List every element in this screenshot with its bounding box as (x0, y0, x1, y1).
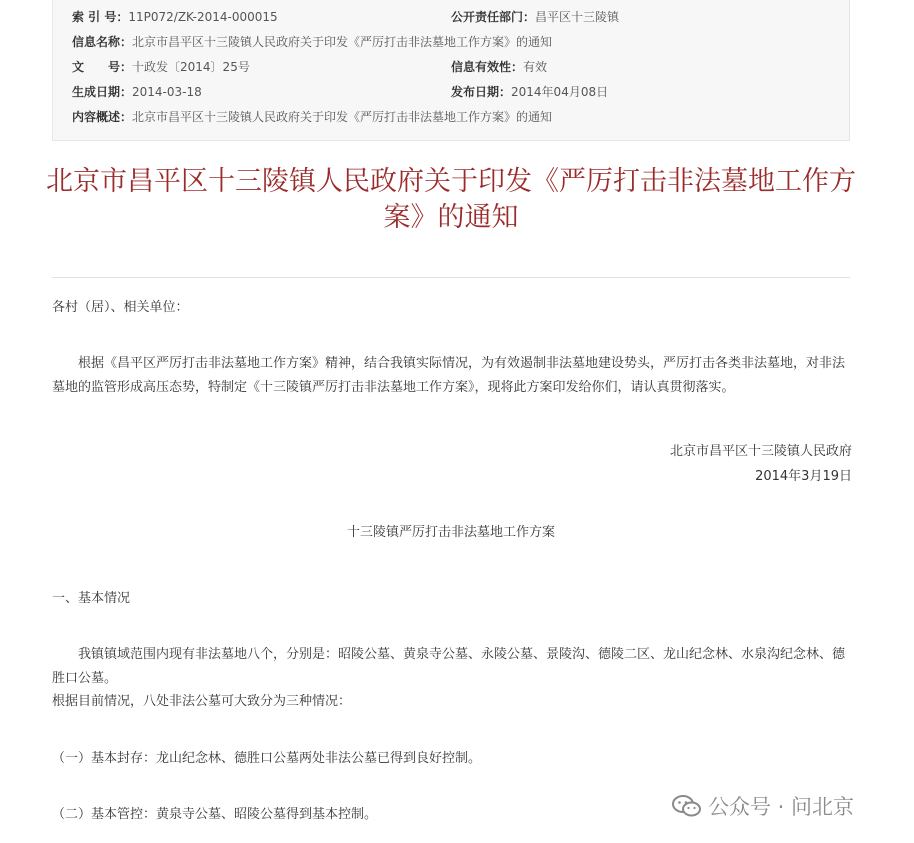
meta-dept-label: 公开责任部门： (451, 10, 536, 24)
title-divider (52, 277, 850, 278)
meta-published-label: 发布日期： (451, 85, 512, 99)
meta-index (72, 9, 278, 25)
meta-index-label: 索 引 号： (72, 10, 129, 24)
meta-validity-label: 信息有效性： (451, 60, 524, 74)
meta-created-value: 2014-03-18 (132, 85, 202, 99)
meta-docno-value: 十政发〔2014〕25号 (132, 60, 250, 74)
meta-dept (451, 9, 619, 25)
meta-dept-value: 昌平区十三陵镇 (535, 10, 620, 24)
meta-summary-label: 内容概述： (72, 110, 133, 124)
wechat-watermark (672, 786, 854, 826)
intro-paragraph: 根据《昌平区严厉打击非法墓地工作方案》精神，结合我镇实际情况，为有效遏制非法墓地建设势头，严厉打击各类非法墓地，对非法墓地的监管形成高压态势，特制定《十三陵镇严厉打击非法墓地工作方案》，现将此方案印发给你们，请认真贯彻落实。 (52, 356, 846, 395)
signature-org: 北京市昌平区十三陵镇人民政府 (669, 444, 852, 459)
meta-docno-label: 文 号： (72, 60, 133, 74)
meta-index-value: 11P072/ZK-2014-000015 (128, 10, 278, 24)
meta-summary-value: 北京市昌平区十三陵镇人民政府关于印发《严厉打击非法墓地工作方案》的通知 (132, 110, 553, 124)
meta-docno (72, 59, 250, 75)
plan-title: 十三陵镇严厉打击非法墓地工作方案 (346, 525, 555, 540)
meta-published (451, 84, 608, 100)
basic-situation-paragraph: 我镇镇域范围内现有非法墓地八个，分别是：昭陵公墓、黄泉寺公墓、永陵公墓、景陵沟、德陵二区、龙山纪念林、水泉沟纪念林、德胜口公墓。 (52, 647, 846, 686)
list-item-sealed: （一）基本封存：龙山纪念林、德胜口公墓两处非法公墓已得到良好控制。 (52, 751, 482, 766)
signature-date: 2014年3月19日 (755, 469, 852, 484)
meta-validity-value: 有效 (523, 60, 548, 74)
classification-paragraph: 根据目前情况，八处非法公墓可大致分为三种情况： (52, 694, 352, 709)
meta-name-value: 北京市昌平区十三陵镇人民政府关于印发《严厉打击非法墓地工作方案》的通知 (132, 35, 553, 49)
meta-name-label: 信息名称： (72, 35, 133, 49)
meta-created (72, 84, 202, 100)
meta-validity (451, 59, 547, 75)
wechat-icon (672, 794, 702, 818)
meta-name (72, 34, 552, 50)
meta-published-value: 2014年04月08日 (511, 85, 609, 99)
salutation: 各村（居）、相关单位： (52, 300, 189, 315)
meta-created-label: 生成日期： (72, 85, 133, 99)
meta-summary (72, 109, 552, 125)
list-item-controlled: （二）基本管控：黄泉寺公墓、昭陵公墓得到基本控制。 (52, 807, 378, 822)
section-heading-basic: 一、基本情况 (52, 591, 131, 606)
document-title: 北京市昌平区十三陵镇人民政府关于印发《严厉打击非法墓地工作方案》的通知 (46, 166, 856, 233)
watermark-text: 公众号 · 问北京 (708, 795, 855, 819)
